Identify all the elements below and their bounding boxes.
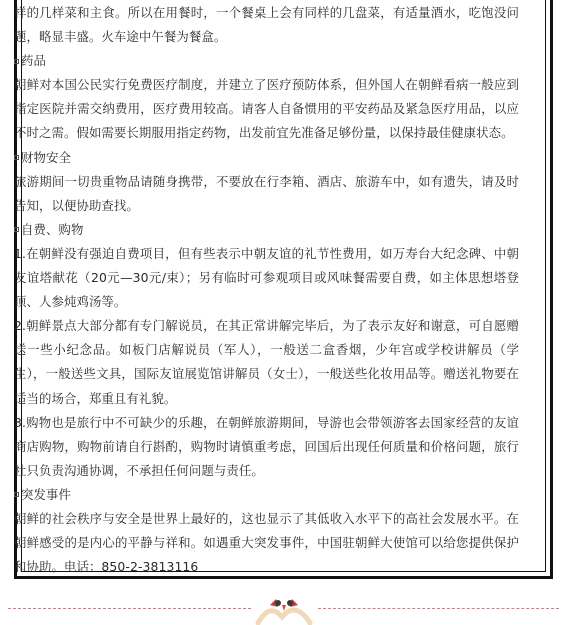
section-heading-property	[14, 146, 519, 170]
paragraph-emergency: 朝鲜的社会秩序与安全是世界上最好的，这也显示了其低收入水平下的高社会发展水平。在朝鲜感受的是内心的平静与祥和。如遇重大突发事件，中国驻朝鲜大使馆可以给您提供保护和协助。电话：850-2-3813116	[14, 510, 519, 575]
footer-divider	[0, 595, 567, 625]
section-heading-shopping	[14, 218, 519, 242]
checkbox-icon	[14, 59, 19, 64]
document-body	[14, 0, 519, 579]
checkbox-icon	[14, 155, 19, 160]
section-heading-medicine	[14, 49, 519, 73]
section-heading-emergency	[14, 483, 519, 507]
paragraph-property: 旅游期间一切贵重物品请随身携带，不要放在行李箱、酒店、旅游车中，如有遗失，请及时告知，以便协助查找。	[14, 173, 519, 213]
paragraph-shopping-3: 3.购物也是旅行中不可缺少的乐趣，在朝鲜旅游期间，导游也会带领游客去国家经营的友谊商店购物，购物前请自行斟酌，购物时请慎重考虑，回国后出现任何质量和价格问题，旅行社只负责沟通协调，不承担任何问题与责任。	[14, 414, 519, 478]
paragraph-shopping-2: 2.朝鲜景点大部分都有专门解说员，在其正常讲解完毕后，为了表示友好和谢意，可自愿赠送一些小纪念品。如板门店解说员（军人），一般送二盒香烟，少年宫或学校讲解员（学生），一般送些文具，国际友谊展览馆讲解员（女士），一般送些化妆用品等。赠送礼物要在适当的场合，郑重且有礼貌。	[14, 318, 519, 406]
checkbox-icon	[14, 227, 19, 232]
section-heading-label: 自费、购物	[21, 221, 84, 237]
section-heading-label: 突发事件	[21, 486, 71, 502]
section-heading-label: 药品	[21, 53, 46, 69]
section-heading-label: 财物安全	[21, 149, 71, 165]
paragraph-shopping-1: 1.在朝鲜没有强迫自费项目，但有些表示中朝友谊的礼节性费用，如万寿台大纪念碑、中朝友谊塔献花（20元—30元/束）；另有临时可参观项目或风味餐需要自费，如主体思想塔登顶、人参炖鸡汤等。	[14, 245, 519, 310]
checkbox-icon	[14, 492, 19, 497]
footer-dash-left	[8, 608, 251, 609]
paragraph-meals: 样的几样菜和主食。所以在用餐时，一个餐桌上会有同样的几盘菜，有适量酒水，吃饱没问题，略显丰盛。火车途中午餐为餐盒。	[14, 5, 519, 45]
bird-ornament-icon	[252, 595, 316, 625]
footer-dash-right	[318, 608, 559, 609]
paragraph-medicine: 朝鲜对本国公民实行免费医疗制度，并建立了医疗预防体系，但外国人在朝鲜看病一般应到指定医院并需交纳费用，医疗费用较高。请客人自备惯用的平安药品及紧急医疗用品，以应不时之需。假如需要长期服用指定药物，出发前宜先准备足够份量，以保持最佳健康状态。	[14, 77, 519, 141]
